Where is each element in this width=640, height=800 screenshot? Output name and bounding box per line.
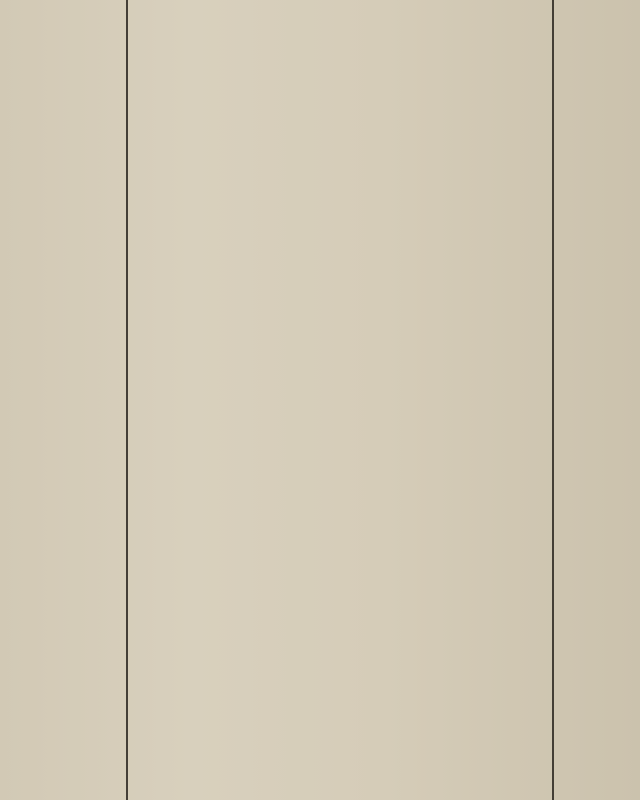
column-rule-left: [126, 0, 128, 800]
column-rule-right: [552, 0, 554, 800]
